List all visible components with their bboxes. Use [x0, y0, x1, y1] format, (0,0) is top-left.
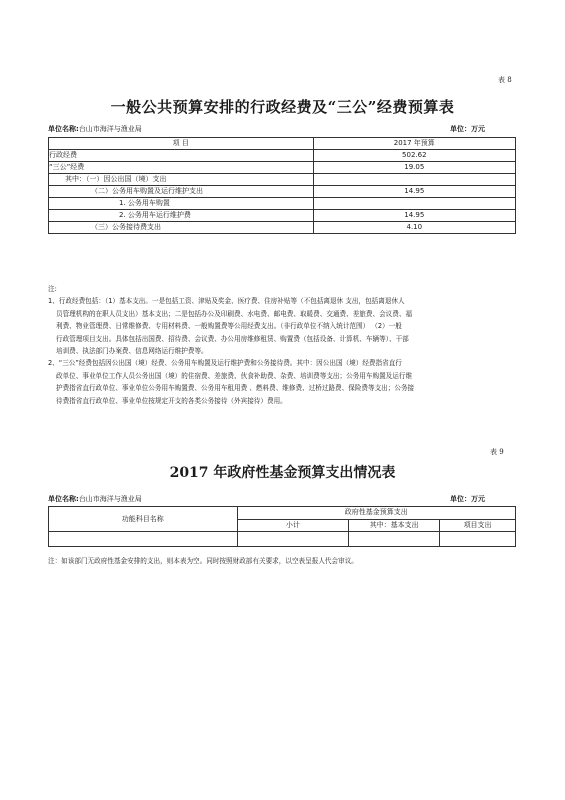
unit-name-label: 单位名称: [48, 125, 79, 133]
empty-cell [49, 532, 238, 547]
row-label: 行政经费 [49, 150, 314, 162]
note-line: 注: [48, 285, 57, 293]
table8-tag: 表 8 [498, 76, 512, 84]
empty-cell [237, 532, 349, 547]
note-line: 2、“三公”经费包括因公出国（境）经费、公务用车购置及运行维护费和公务接待费。其中：因公出国（境）经费指省直行 [48, 359, 402, 368]
table-row [49, 198, 516, 210]
row-value [313, 174, 515, 186]
row-value [313, 198, 515, 210]
note-line: 护费指省直行政单位、事业单位公务用车购置费、公务用车租用费 、燃料费、维修费、过桥过路费、保险费等支出；公务接 [56, 384, 415, 393]
empty-cell [440, 532, 516, 547]
table8-unit-name-row [48, 124, 142, 134]
header-project: 项目支出 [440, 519, 516, 532]
row-value: 14.95 [313, 186, 515, 198]
note-line: 待费指省直行政单位、事业单位按规定开支的各类公务接待（外宾接待）费用。 [56, 396, 287, 405]
table-row [49, 150, 516, 162]
header-group: 政府性基金预算支出 [237, 507, 515, 520]
table-row [49, 162, 516, 174]
row-value: 502.62 [313, 150, 515, 162]
note-line: 利费、物业管理费、日常维修费、专用材料费、一般购置费等公用经费支出。（非行政单位不纳入统计范围） （2）一般 [56, 322, 402, 331]
row-label: 1. 公务用车购置 [49, 198, 314, 210]
header-subtotal: 小计 [237, 519, 349, 532]
table-row [49, 174, 516, 186]
row-value: 4.10 [313, 222, 515, 234]
header-budget: 2017 年预算 [313, 138, 515, 150]
table8-title: 一般公共预算安排的行政经费及“三公”经费预算表 [110, 98, 455, 116]
empty-cell [349, 532, 440, 547]
table-header-row [49, 138, 516, 150]
header-function: 功能科目名称 [49, 507, 238, 532]
header-basic: 其中：基本支出 [349, 519, 440, 532]
header-item: 项 目 [49, 138, 314, 150]
table8-notes [48, 283, 518, 407]
unit-name-value: 台山市海洋与渔业局 [78, 495, 142, 503]
row-label: （二）公务用车购置及运行维护支出 [49, 186, 314, 198]
table9-tag: 表 9 [490, 448, 504, 456]
row-value: 14.95 [313, 210, 515, 222]
table-row [49, 532, 516, 547]
table-header-row [49, 507, 516, 520]
note-line: 行政管理项目支出。具体包括出国费、招待费、会议费、办公用房维修租赁、购置费（包括设备、计算机、车辆等）、干部 [56, 334, 409, 343]
note-line: 员管理机构的在职人员支出）基本支出；二是包括办公及印刷费、水电费、邮电费、取暖费、交通费、差旅费、会议费、福 [56, 309, 413, 318]
table8-grid [48, 137, 516, 234]
row-label: 其中：（一）因公出国（境）支出 [49, 174, 314, 186]
table9-unit-label: 单位：万元 [450, 495, 485, 503]
table9-unit-name-row [48, 494, 142, 504]
table9-note: 注：如该部门无政府性基金安排的支出，则本表为空。同时按照财政部有关要求，以空表呈报人代会审议。 [48, 557, 358, 565]
table9-title: 2017 年政府性基金预算支出情况表 [169, 465, 396, 481]
unit-name-value: 台山市海洋与渔业局 [78, 125, 142, 133]
table8-unit-label: 单位：万元 [450, 125, 485, 133]
note-line: 政单位、事业单位工作人员公务出国（境）的住宿费、差旅费、伙食补助费、杂费、培训费等支出；公务用车购置及运行维 [56, 371, 413, 380]
table9-grid [48, 506, 516, 547]
row-label: （三）公务接待费支出 [49, 222, 314, 234]
table-row [49, 186, 516, 198]
note-line: 培训费、执法部门办案费、信息网络运行维护费等。 [56, 347, 208, 356]
row-label: 2. 公务用车运行维护费 [49, 210, 314, 222]
row-value: 19.05 [313, 162, 515, 174]
unit-name-label: 单位名称: [48, 495, 79, 503]
note-line: 1、行政经费包括：（1）基本支出。一是包括工资、津贴及奖金、医疗费、住房补贴等（不包括离退休 支出，包括离退休人 [48, 297, 405, 306]
table-row [49, 222, 516, 234]
table-row [49, 210, 516, 222]
row-label: “三公”经费 [49, 162, 314, 174]
